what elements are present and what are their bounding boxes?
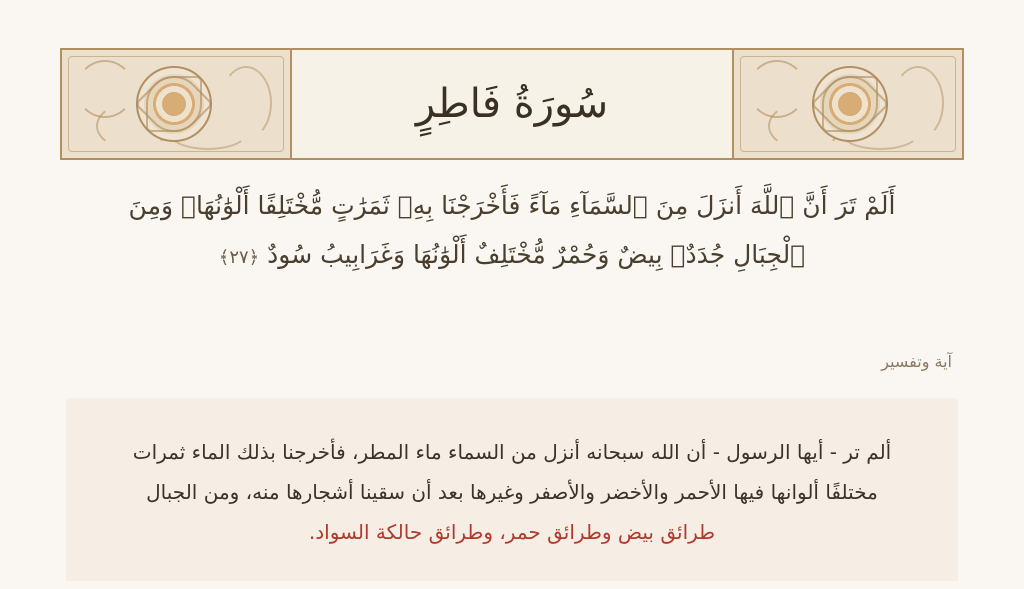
tafsir-segment-plain: ألم تر - أيها الرسول - أن الله سبحانه أنزل من السماء ماء المطر، فأخرجنا بذلك الماء ثمرات مختلفًا ألوانها فيها الأحمر والأخضر والأصفر وغيرها بعد أن سقينا أشجارها منه، ومن الجبال	[132, 440, 892, 504]
ornament-left	[734, 50, 962, 158]
surah-header-banner	[60, 48, 964, 160]
surah-title-container	[290, 50, 734, 158]
section-label: آية وتفسير	[881, 352, 952, 371]
tafsir-segment-highlighted: طرائق بيض وطرائق حمر، وطرائق حالكة السواد.	[308, 520, 716, 544]
ayah-line-2: ٱلْجِبَالِ جُدَدٌۢ بِيضٌ وَحُمْرٌ مُّخْتَلِفٌ أَلْوَٰنُهَا وَغَرَابِيبُ سُودٌ	[267, 239, 806, 269]
tafsir-text	[118, 432, 906, 552]
ayah-line-1: أَلَمْ تَرَ أَنَّ ٱللَّهَ أَنزَلَ مِنَ ٱلسَّمَآءِ مَآءً فَأَخْرَجْنَا بِهِۦ ثَمَرَٰتٍ مُّخْتَلِفًا أَلْوَٰنُهَاۚ وَمِنَ	[128, 191, 896, 220]
ornament-right	[62, 50, 290, 158]
ayah-line-2-container	[72, 231, 952, 280]
tafsir-panel	[66, 398, 958, 581]
ayah-text-block	[72, 182, 952, 280]
rosette-medallion-icon	[812, 66, 888, 142]
rosette-medallion-icon	[136, 66, 212, 142]
ayah-number-badge: ﴿٢٧﴾	[218, 246, 260, 268]
page-title: سُورَةُ فَاطِرٍ	[415, 81, 609, 127]
